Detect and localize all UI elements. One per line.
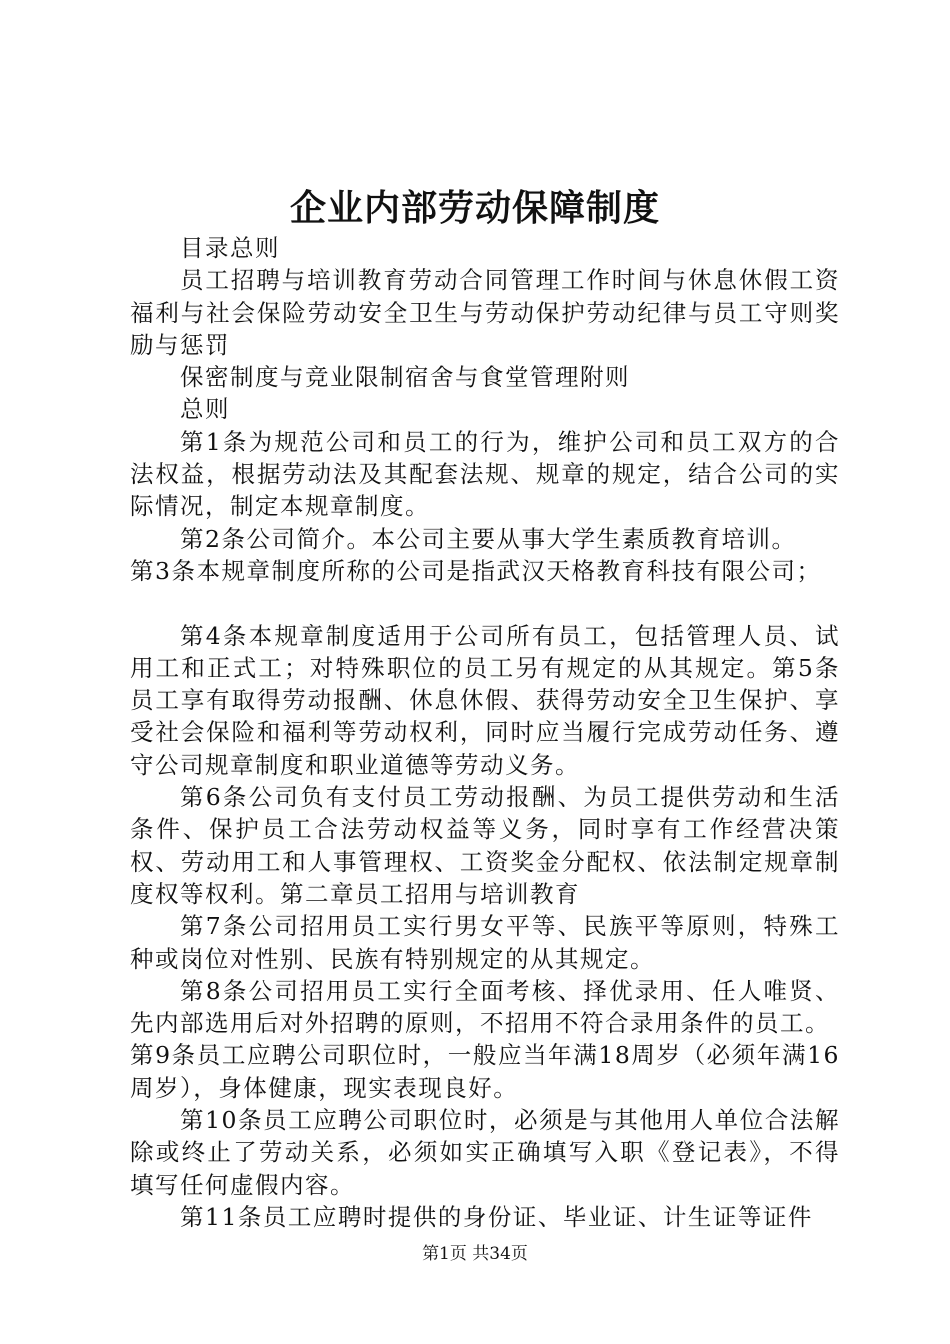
paragraph-article-10: 第10条员工应聘公司职位时，必须是与其他用人单位合法解除或终止了劳动关系，必须如实正确填写入职《登记表》，不得填写任何虚假内容。 (130, 1106, 840, 1199)
paragraph-article-4-5: 第4条本规章制度适用于公司所有员工，包括管理人员、试用工和正式工；对特殊职位的员工另有规定的从其规定。第5条员工享有取得劳动报酬、休息休假、获得劳动安全卫生保护、享受社会保险和福利等劳动权利，同时应当履行完成劳动任务、遵守公司规章制度和职业道德等劳动义务。 (130, 621, 840, 779)
paragraph-toc-list: 员工招聘与培训教育劳动合同管理工作时间与休息休假工资福利与社会保险劳动安全卫生与劳动保护劳动纪律与员工守则奖励与惩罚 (130, 266, 840, 359)
document-title: 企业内部劳动保障制度 (289, 187, 660, 229)
paragraph-general-heading: 总则 (180, 395, 230, 424)
paragraph-article-8: 第8条公司招用员工实行全面考核、择优录用、任人唯贤、先内部选用后对外招聘的原则，不招用不符合录用条件的员工。 (130, 976, 840, 1038)
paragraph-toc-list-2: 保密制度与竞业限制宿舍与食堂管理附则 (180, 363, 630, 392)
paragraph-article-1: 第1条为规范公司和员工的行为，维护公司和员工双方的合法权益，根据劳动法及其配套法规、规章的规定，结合公司的实际情况，制定本规章制度。 (130, 427, 840, 521)
page-number-footer: 第1页 共34页 (422, 1244, 528, 1264)
paragraph-toc-heading: 目录总则 (180, 234, 280, 262)
paragraph-article-3: 第3条本规章制度所称的公司是指武汉天格教育科技有限公司； (130, 556, 822, 585)
paragraph-article-7: 第7条公司招用员工实行男女平等、民族平等原则，特殊工种或岗位对性别、民族有特别规定的从其规定。 (130, 912, 840, 973)
paragraph-spacer (130, 587, 840, 619)
paragraph-article-11: 第11条员工应聘时提供的身份证、毕业证、计生证等证件 (180, 1202, 813, 1231)
paragraph-article-9: 第9条员工应聘公司职位时，一般应当年满18周岁（必须年满16周岁），身体健康，现实表现良好。 (130, 1041, 840, 1102)
paragraph-article-2: 第2条公司简介。本公司主要从事大学生素质教育培训。 (180, 524, 797, 553)
paragraph-article-6: 第6条公司负有支付员工劳动报酬、为员工提供劳动和生活条件、保护员工合法劳动权益等义务，同时享有工作经营决策权、劳动用工和人事管理权、工资奖金分配权、依法制定规章制度权等权利。第二章员工招用与培训教育 (130, 783, 840, 908)
document-body (130, 232, 840, 1233)
